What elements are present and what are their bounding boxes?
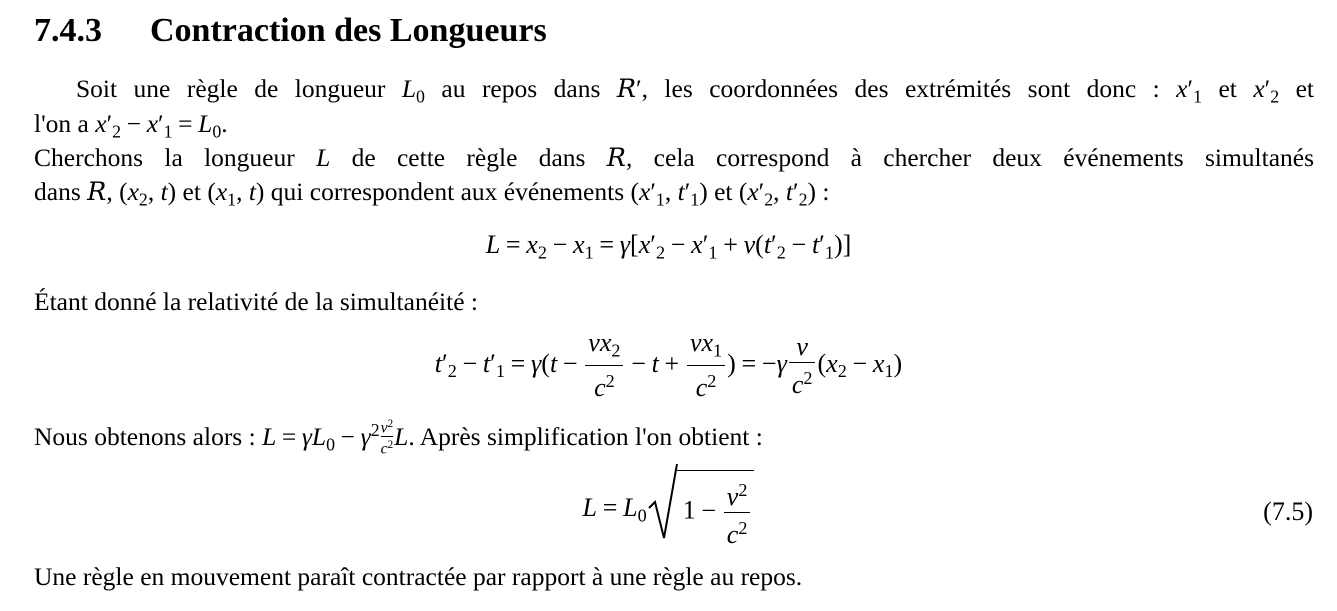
equation-number: (7.5) [1263,497,1313,526]
equation-contraction: $L = L_0$ 1 − $\frac{v^2}{c^2}$ [0,470,1337,550]
math-event-2: ($x_2$, t) [119,177,177,210]
math-x2-prime: $x'_2$ [1253,74,1280,107]
equation-length: $L = x_2 - x_1 = \gamma[x'_2 - x'_1 + v(t'_2 - t'_1)]$ [485,230,852,263]
math-R: R [606,143,626,173]
math-L0: $L_0$ [401,74,425,107]
paragraph-1-line-2: l'on a $x'_2 - x'_1 = L_0$. [34,109,228,142]
math-length-relation: $x'_2 - x'_1 = L_0$ [95,109,222,142]
math-event-1-prime: ($x'_1$, $t'_1$) [630,177,708,210]
section-number: 7.4.3 [34,12,102,49]
math-event-2-prime: ($x'_2$, $t'_2$) [738,177,817,210]
paragraph-5: Une règle en mouvement paraît contractée par rapport à une règle au repos. [34,562,803,591]
section-title: Contraction des Longueurs [150,12,547,49]
paragraph-3: Étant donné la relativité de la simultanéité : [34,287,478,316]
paragraph-4: Nous obtenons alors : $L = \gamma L_0 - \gamma^2$ $\frac{v^2}{c^2}$ L. Après simplification l'on obtient : [34,417,763,458]
paragraph-1-line-1: Soit une règle de longueur $L_0$ au repos dans R′, les coordonnées des extrémités sont donc : $x'_1$ et $x'_2$ et [76,74,1314,107]
math-x1-prime: $x'_1$ [1176,74,1202,107]
math-L: L [316,143,331,172]
math-R-prime: R [616,74,637,104]
paragraph-2-line-2: dans R, ($x_2$, t) et ($x_1$, t) qui correspondent aux événements ($x'_1$, $t'_1$) et ($x'_2$, $t'_2$) : [34,177,830,210]
math-event-1: ($x_1$, t) [207,177,265,210]
square-root: 1 − $\frac{v^2}{c^2}$ [647,470,755,550]
math-gamma-relation: $L = \gamma L_0 - \gamma^2$ $\frac{v^2}{c^2}$ L [262,417,409,458]
section-heading [34,12,547,50]
paragraph-2-line-1: Cherchons la longueur L de cette règle dans R, cela correspond à chercher deux événements simultanés [34,143,1315,173]
equation-simultaneity: $t'_2 - t'_1 = \gamma(t$ − $\frac{vx_2}{c^2}$ − t + $\frac{vx_1}{c^2}$ ) = −γ $\frac{v}{c^2}$ $(x_2 - x_1)$ [434,328,903,403]
